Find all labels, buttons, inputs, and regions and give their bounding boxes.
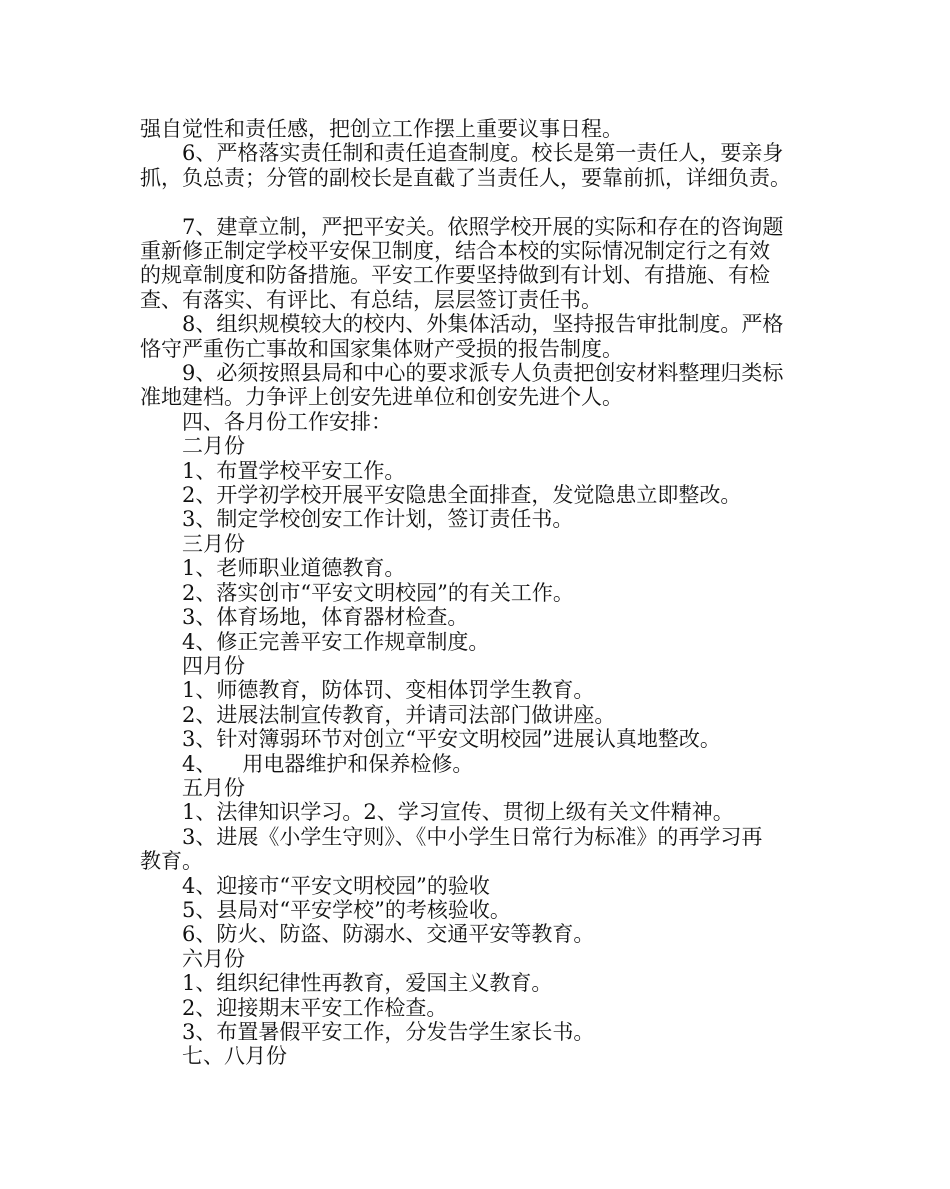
paragraph-line: 三月份 [182,531,245,556]
document-body [140,117,830,1069]
paragraph-line: 4、修正完善平安工作规章制度。 [182,629,490,654]
paragraph-continuation-line: 准地建档。力争评上创安先进单位和创安先进个人。 [140,385,623,410]
paragraph-line: 1、老师职业道德教育。 [182,556,406,581]
paragraph-line: 二月份 [182,434,245,459]
paragraph-line: 8、组织规模较大的校内、外集体活动，坚持报告审批制度。严格 [182,312,784,337]
paragraph-line: 1、法律知识学习。2、学习宣传、贯彻上级有关文件精神。 [182,800,734,825]
paragraph-line: 2、进展法制宣传教育，并请司法部门做讲座。 [182,702,616,727]
paragraph-line: 2、开学初学校开展平安隐患全面排查，发觉隐患立即整改。 [182,483,742,508]
paragraph-line: 7、建章立制，严把平安关。依照学校开展的实际和存在的咨询题 [182,214,784,239]
paragraph-line: 3、针对簿弱环节对创立“平安文明校园”进展认真地整改。 [182,727,721,752]
paragraph-line: 四月份 [182,653,245,678]
paragraph-line: 3、制定学校创安工作计划，签订责任书。 [182,507,574,532]
paragraph-line: 9、必须按照县局和中心的要求派专人负责把创安材料整理归类标 [182,361,784,386]
paragraph-line: 6、严格落实责任制和责任追查制度。校长是第一责任人，要亲身 [182,141,784,166]
paragraph-continuation-line: 抓，负总责；分管的副校长是直截了当责任人，要靠前抓，详细负责。 [140,165,791,190]
paragraph-line: 四、各月份工作安排： [182,409,392,434]
paragraph-line [140,752,830,776]
paragraph-line: 六月份 [182,946,245,971]
paragraph-line: 5、县局对“平安学校”的考核验收。 [182,897,511,922]
paragraph-line: 3、体育场地，体育器材检查。 [182,605,469,630]
paragraph-line: 1、布置学校平安工作。 [182,458,406,483]
list-text: 用电器维护和保养检修。 [242,751,474,776]
paragraph-line: 1、组织纪律性再教育，爱国主义教育。 [182,971,553,996]
paragraph-line: 3、进展《小学生守则》、《中小学生日常行为标准》的再学习再 [182,824,763,849]
paragraph-line: 强自觉性和责任感，把创立工作摆上重要议事日程。 [140,117,623,141]
paragraph-line: 4、迎接市“平安文明校园”的验收 [182,873,490,898]
blank-line [140,190,830,214]
paragraph-continuation-line: 的规章制度和防备措施。平安工作要坚持做到有计划、有措施、有检 [140,263,770,288]
paragraph-continuation-line: 查、有落实、有评比、有总结，层层签订责任书。 [140,287,602,312]
paragraph-line: 6、防火、防盗、防溺水、交通平安等教育。 [182,922,595,947]
paragraph-continuation-line: 重新修正制定学校平安保卫制度，结合本校的实际情况制定行之有效 [140,239,770,264]
paragraph-line: 五月份 [182,775,245,800]
paragraph-line: 3、布置暑假平安工作，分发告学生家长书。 [182,1020,595,1045]
paragraph-line: 1、师德教育，防体罚、变相体罚学生教育。 [182,678,595,703]
paragraph-line: 2、落实创市“平安文明校园”的有关工作。 [182,580,574,605]
paragraph-continuation-line: 恪守严重伤亡事故和国家集体财产受损的报告制度。 [140,336,623,361]
paragraph-continuation-line: 教育。 [140,849,203,874]
paragraph-line: 七、八月份 [182,1044,287,1069]
list-number: 4、 [182,751,217,776]
paragraph-line: 2、迎接期末平安工作检查。 [182,995,448,1020]
